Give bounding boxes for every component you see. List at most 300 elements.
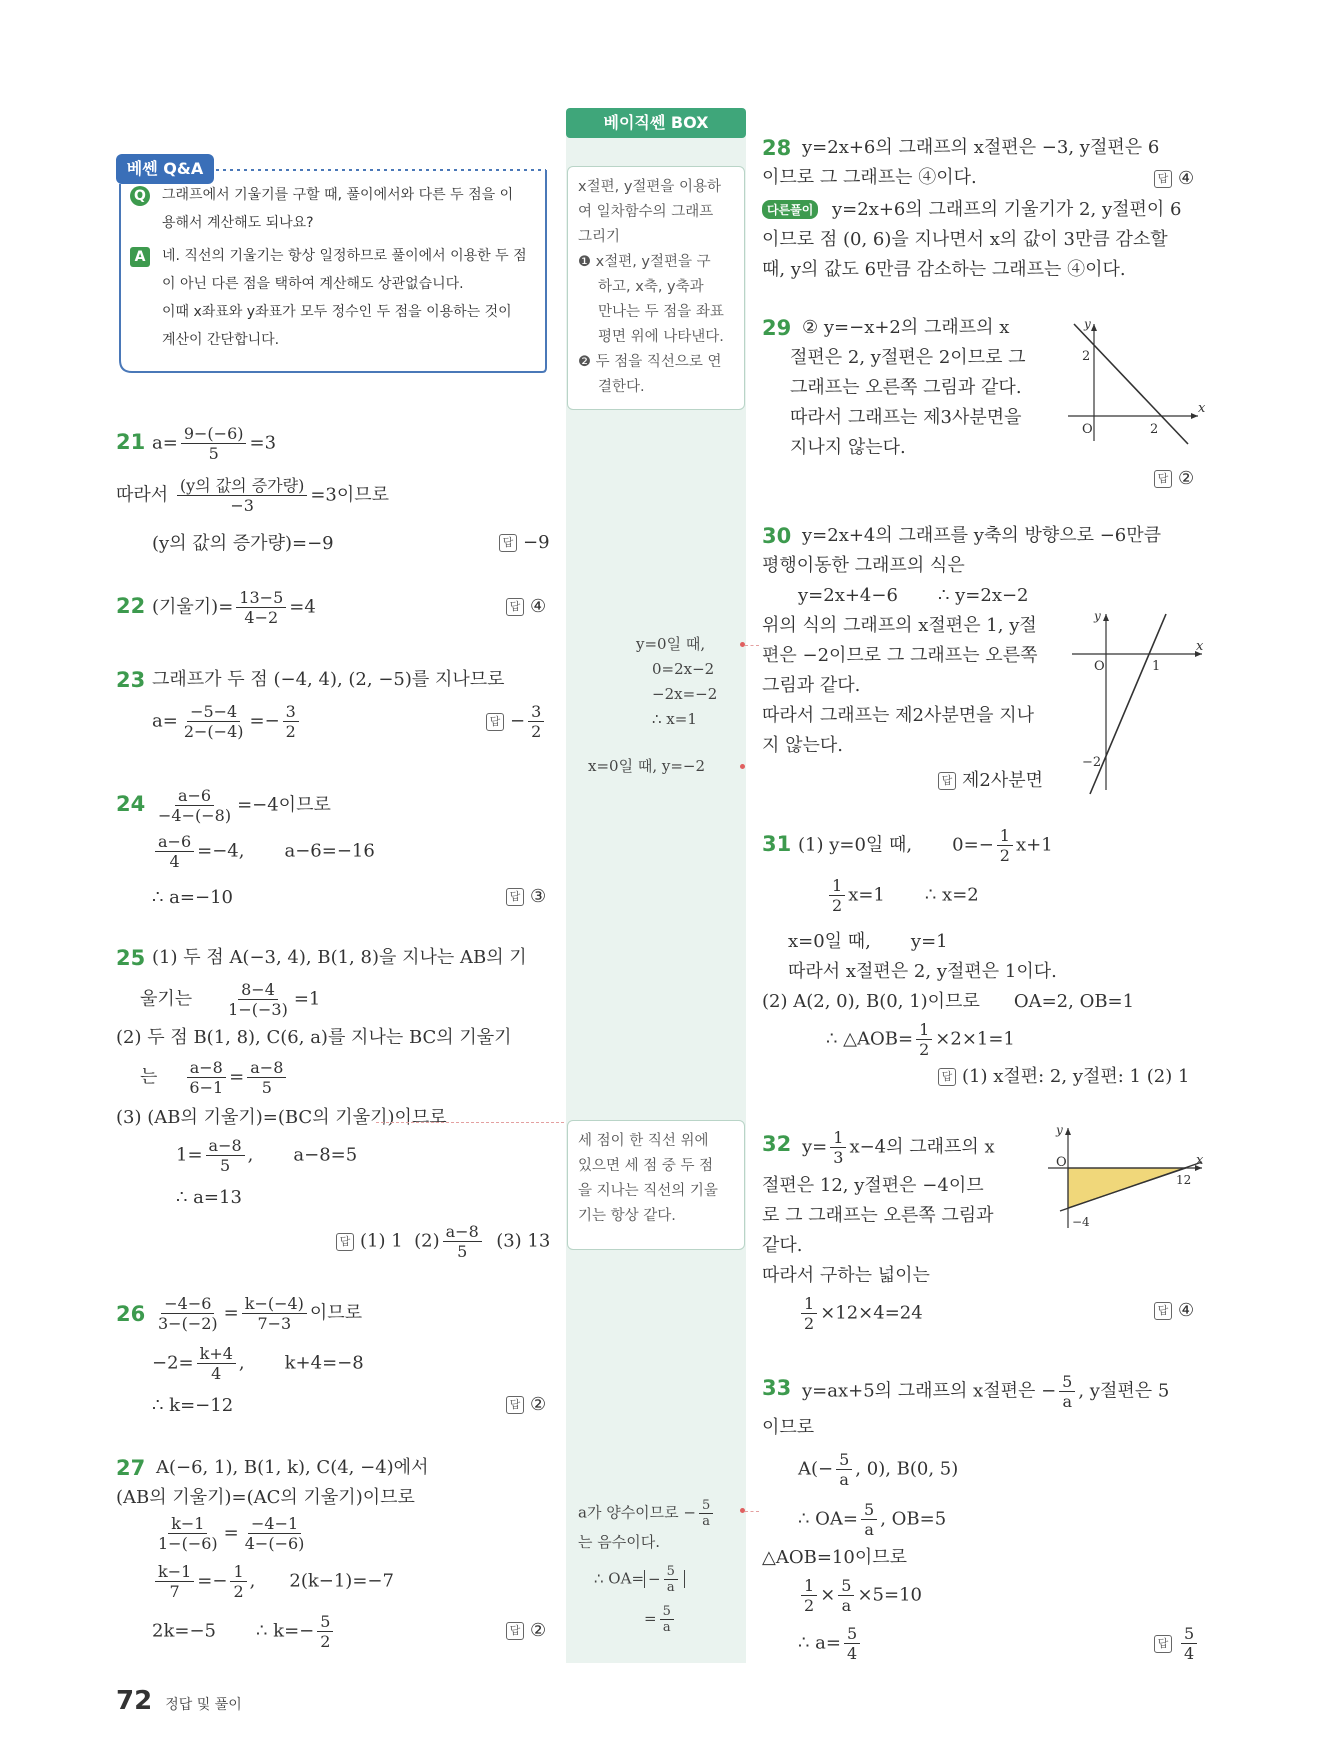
- fraction: [186, 1058, 226, 1097]
- numerator: 1: [801, 1294, 817, 1314]
- text: 1=: [176, 1144, 203, 1166]
- denominator: 4: [169, 852, 180, 871]
- equation: [798, 1294, 923, 1333]
- numerator: k+4: [197, 1344, 236, 1364]
- fraction: [236, 588, 286, 627]
- calc-line: −2x=−2: [652, 685, 718, 703]
- answer-value: (3) 13: [496, 1230, 551, 1252]
- fraction: [225, 980, 291, 1019]
- numerator: 8−4: [238, 980, 278, 1000]
- y-axis-arrow: [1065, 1128, 1071, 1135]
- text: =4: [289, 596, 316, 618]
- note-line: 여 일차함수의 그래프: [578, 204, 714, 220]
- note-line: 는 음수이다.: [578, 1533, 660, 1551]
- text: , 0), B(0, 5): [855, 1458, 959, 1480]
- denominator: 6−1: [189, 1078, 224, 1097]
- problem-24: [116, 782, 556, 912]
- denominator: a: [666, 1580, 675, 1595]
- fraction: [247, 1058, 286, 1097]
- alt-solution-tag: 다른풀이: [762, 200, 818, 219]
- answer: [499, 532, 550, 553]
- x-label: x: [1196, 1153, 1204, 1168]
- fraction: [528, 702, 544, 741]
- numerator: k−1: [168, 1514, 207, 1534]
- answer-value: ④: [1178, 1300, 1195, 1321]
- answer: [506, 886, 546, 907]
- text: ∴ x=2: [924, 884, 979, 906]
- text: =−: [249, 710, 280, 732]
- fraction: [699, 1498, 713, 1529]
- answer: [506, 1394, 546, 1415]
- denominator: 2: [999, 846, 1010, 865]
- equation: [802, 1128, 995, 1167]
- text: a=: [152, 432, 178, 454]
- problem-number: 26: [116, 1302, 146, 1326]
- text-line: 때, y의 값도 6만큼 감소하는 그래프는 ④이다.: [762, 259, 1126, 280]
- text: ∴ k=−: [255, 1620, 315, 1642]
- problem-26: [116, 1290, 556, 1420]
- text: (2) A(2, 0), B(0, 1)이므로: [762, 991, 980, 1012]
- qa-answer-line: 이때 x좌표와 y좌표가 모두 정수인 두 점을 이용하는 것이: [162, 304, 512, 320]
- y-intercept-label: −2: [1082, 755, 1102, 770]
- problem-25: [116, 946, 556, 1261]
- text-line: 따라서 x절편은 2, y절편은 1이다.: [788, 961, 1057, 982]
- qa-question-line: 그래프에서 기울기를 구할 때, 풀이에서와 다른 두 점을 이: [162, 187, 514, 203]
- calc-line: x=0일 때, y=−2: [588, 757, 706, 775]
- denominator: 7−3: [257, 1314, 292, 1333]
- problem-31: [762, 826, 1210, 1087]
- numerator: 3: [528, 702, 544, 722]
- text: 0=−: [952, 834, 994, 856]
- denominator: 2: [804, 1314, 815, 1333]
- fraction: [664, 1564, 678, 1595]
- text-line: △AOB=10이므로: [762, 1547, 907, 1568]
- equation: [798, 1576, 922, 1615]
- qa-answer-line: 계산이 간단합니다.: [162, 332, 280, 348]
- answer: [506, 596, 546, 617]
- qa-answer-line: 네. 직선의 기울기는 항상 일정하므로 풀이에서 이용한 두 점: [162, 248, 527, 264]
- problem-22: [116, 584, 556, 634]
- answer-value: ②: [1178, 468, 1195, 489]
- text: x=0일 때,: [788, 931, 871, 952]
- fraction: [155, 832, 194, 871]
- connector-line: [745, 1511, 759, 1512]
- fraction: [801, 1576, 817, 1615]
- fraction: [660, 1604, 674, 1635]
- numerator: 5: [861, 1500, 877, 1520]
- text: OA=2, OB=1: [1013, 991, 1135, 1012]
- numerator: a−6: [155, 832, 194, 852]
- answer-value: ②: [530, 1394, 547, 1415]
- problem-28: [762, 136, 1210, 286]
- equation: [140, 980, 320, 1019]
- problem-number: 31: [762, 832, 792, 856]
- denominator: 5: [208, 444, 219, 463]
- problem-number: 30: [762, 524, 792, 548]
- text: =−4,: [197, 840, 245, 862]
- text: , y절편은 5: [1078, 1380, 1170, 1402]
- numerator: 13−5: [236, 588, 286, 608]
- equation: [152, 1294, 362, 1333]
- numerator: 1: [830, 1128, 846, 1148]
- text: =3: [249, 432, 277, 454]
- numerator: 1: [916, 1020, 932, 1040]
- text: ×2×1=1: [935, 1028, 1015, 1050]
- note-line: 하고, x축, y축과: [598, 279, 704, 295]
- numerator: a−8: [443, 1222, 482, 1242]
- numerator: 5: [1181, 1624, 1197, 1644]
- origin-label: O: [1056, 1155, 1067, 1170]
- answer: [1154, 1624, 1200, 1663]
- answer-icon: 답: [1154, 470, 1172, 488]
- numerator: 5: [664, 1564, 678, 1580]
- equation: [798, 1624, 863, 1663]
- y-label: y: [1056, 1124, 1063, 1137]
- text: y=: [802, 1136, 828, 1158]
- denominator: 1−(−3): [228, 1000, 288, 1019]
- a-mark-icon: A: [130, 247, 150, 267]
- denominator: −4−(−8): [158, 806, 232, 825]
- fraction: [197, 1344, 236, 1383]
- numerator: a−8: [247, 1058, 286, 1078]
- qa-question-line: 용해서 계산해도 되나요?: [162, 215, 314, 231]
- qa-answer-line: 이 아닌 다른 점을 택하여 계산해도 상관없습니다.: [162, 276, 464, 292]
- answer-icon: 답: [486, 713, 504, 731]
- equation: [152, 1344, 364, 1383]
- numerator: a−6: [175, 786, 214, 806]
- equation: [152, 702, 302, 741]
- problem-number: 24: [116, 792, 146, 816]
- text: (기울기)=: [152, 596, 234, 618]
- numerator: 9−(−6): [181, 424, 247, 444]
- x-label: x: [1196, 639, 1204, 654]
- text: A(−: [798, 1458, 834, 1480]
- answer-icon: 답: [506, 888, 524, 906]
- note-line: 세 점이 한 직선 위에: [578, 1133, 709, 1149]
- problem-number: 21: [116, 430, 146, 454]
- problem-21: [116, 420, 556, 554]
- fraction: [829, 876, 845, 915]
- x-axis-arrow: [1191, 413, 1198, 419]
- numerator: 1: [801, 1576, 817, 1596]
- text: 이므로: [309, 1302, 363, 1324]
- text: ∴ y=2x−2: [937, 585, 1029, 606]
- text-line: 이므로: [762, 1417, 815, 1438]
- answer: [1154, 1300, 1194, 1321]
- numerator: a−8: [206, 1136, 245, 1156]
- text: ∴ △AOB=: [826, 1028, 914, 1050]
- answer-value: ④: [530, 596, 547, 617]
- answer: [1154, 468, 1194, 489]
- fraction: [836, 1450, 852, 1489]
- text-line: y=2x+6의 그래프의 기울기가 2, y절편이 6: [832, 199, 1182, 220]
- fraction: [155, 1294, 221, 1333]
- text-line: 위의 식의 그래프의 x절편은 1, y절: [762, 615, 1037, 636]
- problem-23: [116, 668, 556, 748]
- numerator: 5: [699, 1498, 713, 1514]
- y-axis-arrow: [1103, 614, 1109, 621]
- fraction: [155, 1562, 194, 1601]
- text: 울기는: [140, 988, 193, 1010]
- connector-line: [376, 1122, 564, 1123]
- problem-32: [762, 1124, 1210, 1344]
- fraction: [844, 1624, 860, 1663]
- answer-icon: 답: [938, 772, 956, 790]
- numerator: k−(−4): [242, 1294, 307, 1314]
- box-note-three-points: [567, 1120, 745, 1250]
- basic-box-title: 베이직쎈 BOX: [566, 108, 746, 138]
- text: 는: [140, 1066, 158, 1088]
- equation: (y의 값의 증가량)=−9: [152, 533, 334, 554]
- answer-value: ④: [1178, 168, 1195, 189]
- numerator: 1: [230, 1562, 246, 1582]
- denominator: 1−(−6): [158, 1534, 218, 1553]
- fraction: [1181, 1624, 1197, 1663]
- q-mark-icon: Q: [130, 186, 150, 206]
- page-number: 72: [116, 1686, 153, 1716]
- answer: [486, 702, 547, 741]
- text: k+4=−8: [284, 1352, 364, 1374]
- answer: [1154, 168, 1194, 189]
- note-line: ∴ OA= − $\frac{5}{a}$: [594, 1564, 685, 1595]
- connector-dot: [740, 764, 745, 769]
- qa-badge: 베쎈 Q&A: [116, 154, 214, 184]
- denominator: 4: [211, 1364, 222, 1383]
- equation: [798, 826, 1053, 865]
- denominator: 5: [220, 1156, 231, 1175]
- text: x+1: [1015, 834, 1053, 856]
- text-line: 지나지 않는다.: [790, 437, 906, 458]
- text: ,: [249, 1570, 256, 1592]
- denominator: 2: [804, 1596, 815, 1615]
- numerator: 5: [1059, 1372, 1075, 1392]
- text: =: [229, 1066, 245, 1088]
- numerator: 5: [838, 1576, 854, 1596]
- text: y=2x+4−6: [798, 585, 898, 606]
- equation: [826, 1020, 1015, 1059]
- answer-icon: 답: [499, 534, 517, 552]
- fraction: [242, 1294, 307, 1333]
- text-line: (1) 두 점 A(−3, 4), B(1, 8)을 지나는 AB의 기: [152, 947, 527, 968]
- text: ∴ OA=: [594, 1569, 645, 1588]
- answer-icon: 답: [506, 598, 524, 616]
- problem-number: 25: [116, 946, 146, 970]
- text: y=1: [910, 931, 948, 952]
- text: ,: [238, 1352, 245, 1374]
- fraction: [830, 1128, 846, 1167]
- denominator: 5: [261, 1078, 272, 1097]
- problem-29: [762, 316, 1210, 496]
- text-line: 이므로 그 그래프는 ④이다.: [762, 167, 977, 188]
- denominator: 4: [847, 1644, 858, 1663]
- numerator: a−8: [187, 1058, 226, 1078]
- text-line: 평행이동한 그래프의 식은: [762, 555, 965, 576]
- text: y=ax+5의 그래프의 x절편은 −: [802, 1380, 1057, 1402]
- equation: [152, 1612, 336, 1651]
- equation: [798, 1500, 946, 1539]
- answer-value: ③: [530, 886, 547, 907]
- equation: [826, 876, 979, 915]
- text: =−4이므로: [237, 794, 331, 816]
- fraction: [283, 702, 299, 741]
- text: (1) y=0일 때,: [798, 834, 913, 856]
- problem-number: 27: [116, 1456, 146, 1480]
- problem-number: 32: [762, 1132, 792, 1156]
- problem-30: [762, 524, 1210, 794]
- answer-icon: 답: [1154, 1302, 1172, 1320]
- text-line: (AB의 기울기)=(AC의 기울기)이므로: [116, 1487, 415, 1508]
- note-line: ❷ 두 점을 직선으로 연: [578, 354, 722, 370]
- text-line: 로 그 그래프는 오른쪽 그림과: [762, 1205, 994, 1226]
- note-line: 을 지나는 직선의 기울: [578, 1183, 718, 1199]
- denominator: 2: [233, 1582, 244, 1601]
- problem-number: 23: [116, 668, 146, 692]
- answer-value: (1) x절편: 2, y절편: 1 (2) 1: [962, 1066, 1190, 1087]
- text: x=1: [848, 884, 885, 906]
- footer: [116, 1686, 242, 1716]
- numerator: (y의 값의 증가량): [177, 476, 307, 496]
- numerator: −4−1: [248, 1514, 301, 1534]
- equation: ∴ a=−10: [152, 887, 233, 908]
- equation: [152, 424, 276, 463]
- fraction: [181, 424, 247, 463]
- text-line: (3) (AB의 기울기)=(BC의 기울기)이므로: [116, 1107, 447, 1128]
- denominator: 4: [1184, 1644, 1195, 1663]
- equation: [788, 930, 948, 954]
- fraction: [317, 1612, 333, 1651]
- graph-30: [1062, 610, 1210, 800]
- note-line: ❶ x절편, y절편을 구: [578, 254, 711, 270]
- text: =: [223, 1302, 239, 1324]
- text-line: 그림과 같다.: [762, 675, 861, 696]
- answer-value: 제2사분면: [962, 770, 1044, 791]
- answer-icon: 답: [938, 1068, 956, 1086]
- text-line: 이므로 점 (0, 6)을 지나면서 x의 값이 3만큼 감소할: [762, 229, 1168, 250]
- denominator: a: [864, 1520, 874, 1539]
- answer: [938, 1062, 1189, 1088]
- answer-value: −9: [523, 532, 550, 553]
- denominator: 5: [457, 1242, 468, 1261]
- numerator: 5: [844, 1624, 860, 1644]
- text: =: [644, 1609, 657, 1628]
- problem-number: 22: [116, 594, 146, 618]
- note-line: [644, 1604, 677, 1635]
- answer: [938, 766, 1043, 792]
- fraction: [801, 1294, 817, 1333]
- footer-label: 정답 및 풀이: [165, 1697, 242, 1713]
- x-intercept-label: 1: [1152, 659, 1161, 674]
- denominator: 4−(−6): [244, 1534, 305, 1553]
- equation: [802, 1372, 1169, 1411]
- text: x−4의 그래프의 x: [849, 1136, 995, 1158]
- note-line: 기는 항상 같다.: [578, 1208, 676, 1224]
- equation: [798, 1450, 958, 1489]
- y-axis-arrow: [1091, 324, 1097, 331]
- note-line: [578, 1498, 716, 1529]
- denominator: 7: [169, 1582, 180, 1601]
- qa-box: [116, 154, 550, 376]
- fraction: [181, 702, 247, 741]
- answer: [336, 1222, 550, 1261]
- fraction: [155, 1514, 221, 1553]
- text: ∴ a=: [798, 1632, 841, 1654]
- fraction: [443, 1222, 482, 1261]
- fraction: [861, 1500, 877, 1539]
- x-label: x: [1198, 401, 1206, 416]
- denominator: 2: [320, 1632, 331, 1651]
- y-intercept-label: −4: [1072, 1215, 1090, 1229]
- text: 2(k−1)=−7: [289, 1570, 394, 1592]
- text: −2=: [152, 1352, 194, 1374]
- text-line: y=2x+6의 그래프의 x절편은 −3, y절편은 6: [802, 137, 1160, 158]
- numerator: −5−4: [187, 702, 240, 722]
- note-line: 결한다.: [598, 379, 645, 395]
- y-label: y: [1094, 610, 1101, 623]
- problem-number: 28: [762, 136, 792, 160]
- text: ×: [820, 1584, 836, 1606]
- equation: [176, 1136, 357, 1175]
- fraction: [242, 1514, 308, 1553]
- text: =−: [197, 1570, 228, 1592]
- answer-icon: 답: [1154, 1635, 1172, 1653]
- equation: ∴ a=13: [176, 1187, 242, 1208]
- denominator: a: [841, 1596, 852, 1615]
- numerator: 1: [997, 826, 1013, 846]
- problem-number: 29: [762, 316, 792, 340]
- fraction: [997, 826, 1013, 865]
- text-line: 지 않는다.: [762, 735, 843, 756]
- graph-32: [1036, 1124, 1208, 1234]
- graph-line: [1090, 614, 1166, 794]
- text-line: 편은 −2이므로 그 그래프는 오른쪽: [762, 645, 1038, 666]
- denominator: a: [839, 1470, 849, 1489]
- origin-label: O: [1094, 659, 1105, 674]
- fraction: [838, 1576, 854, 1615]
- origin-label: O: [1082, 422, 1093, 437]
- fraction: [230, 1562, 246, 1601]
- text: , OB=5: [880, 1508, 947, 1530]
- text-line: A(−6, 1), B(1, k), C(4, −4)에서: [156, 1457, 429, 1478]
- y-intercept-label: 2: [1082, 349, 1091, 364]
- text-line: 따라서 구하는 넓이는: [762, 1265, 930, 1286]
- note-line: 만나는 두 점을 좌표: [598, 304, 724, 320]
- fraction: [916, 1020, 932, 1059]
- text-line: 절편은 2, y절편은 2이므로 그: [790, 347, 1026, 368]
- text: =1: [293, 988, 321, 1010]
- equation: [152, 588, 316, 627]
- equation: [152, 1514, 310, 1553]
- answer-value: ②: [530, 1620, 547, 1641]
- denominator: a: [702, 1514, 711, 1529]
- denominator: 2: [919, 1040, 930, 1059]
- text-line: 따라서 그래프는 제3사분면을: [790, 407, 1022, 428]
- equation: ∴ k=−12: [152, 1395, 234, 1416]
- answer-value: (1) 1: [360, 1230, 403, 1252]
- x-intercept-label: 12: [1176, 1173, 1192, 1187]
- text: =3이므로: [310, 484, 390, 506]
- text: a−8=5: [293, 1144, 358, 1166]
- answer-icon: 답: [336, 1233, 354, 1251]
- text-line: 따라서 그래프는 제2사분면을 지나: [762, 705, 1035, 726]
- fraction: [206, 1136, 245, 1175]
- equation: [152, 1562, 394, 1601]
- problem-33: [762, 1370, 1210, 1670]
- numerator: 5: [660, 1604, 674, 1620]
- text: ,: [247, 1144, 254, 1166]
- denominator: 3: [833, 1148, 844, 1167]
- fraction: [1059, 1372, 1075, 1411]
- denominator: 2: [285, 722, 296, 741]
